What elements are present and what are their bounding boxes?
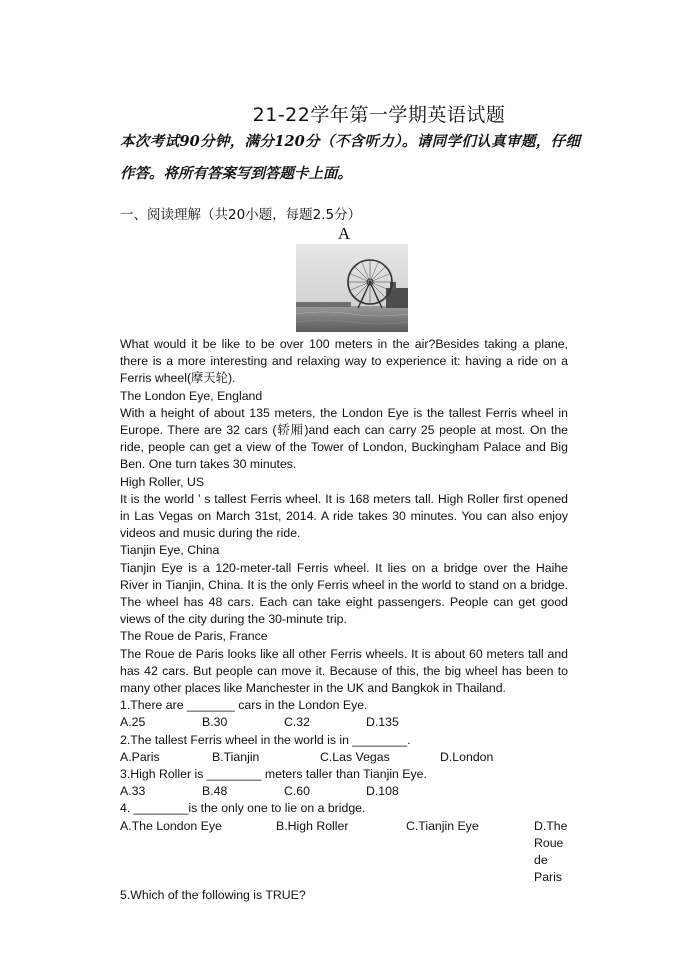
question-3-options	[120, 783, 568, 800]
passage-body	[120, 336, 568, 904]
option: D.London	[440, 749, 494, 764]
option: B.30	[202, 715, 228, 730]
exam-notice: 本次考试90分钟，满分120分（不含听力）。请同学们认真审题，仔细作答。将所有答案写到答题卡上面。	[120, 133, 580, 182]
option: A.33	[120, 784, 146, 799]
section-heading-roue-de-paris: The Roue de Paris, France	[120, 629, 268, 644]
question-2: 2.The tallest Ferris wheel in the world is in ________.	[120, 732, 411, 747]
option: A.25	[120, 715, 146, 730]
passage-intro: What would it be like to be over 100 meters in the air?Besides taking a plane, there is a more interesting and relaxing way to experience it: having a ride on a Ferris wheel(摩天轮).	[120, 337, 568, 386]
question-3: 3.High Roller is ________ meters taller than Tianjin Eye.	[120, 767, 427, 782]
option: B.Tianjin	[212, 749, 260, 764]
section-text-tianjin-eye: Tianjin Eye is a 120-meter-tall Ferris wheel. It lies on a bridge over the Haihe River in Tianjin, China. It is the only Ferris wheel in the world to stand on a bridge. The wheel has 48 cars. Each can take eight passengers. People can get good views of the city during the 30-minute trip.	[120, 560, 568, 627]
section-heading-tianjin-eye: Tianjin Eye, China	[120, 543, 220, 558]
section-heading: 一、阅读理解（共20小题，每题2.5分）	[120, 207, 362, 223]
option: D.The Roue de Paris	[534, 818, 568, 885]
question-5: 5.Which of the following is TRUE?	[120, 887, 306, 902]
option: B.48	[202, 784, 228, 799]
question-2-options	[120, 749, 568, 766]
option: C.32	[284, 715, 310, 730]
question-4: 4. ________is the only one to lie on a bridge.	[120, 801, 366, 816]
option: B.High Roller	[276, 818, 349, 833]
option: C.Tianjin Eye	[406, 818, 479, 833]
section-text-high-roller: It is the world ’ s tallest Ferris wheel. It is 168 meters tall. High Roller first opened in Las Vegas on March 31st, 2014. A ride takes 30 minutes. You can also enjoy videos and music during the ride.	[120, 491, 568, 541]
question-1: 1.There are _______ cars in the London Eye.	[120, 698, 368, 713]
option: C.60	[284, 784, 310, 799]
exam-title: 21-22学年第一学期英语试题	[252, 104, 506, 126]
question-1-options	[120, 714, 568, 731]
question-4-options	[120, 818, 568, 887]
option: D.108	[366, 784, 399, 799]
option: A.The London Eye	[120, 818, 222, 833]
option: D.135	[366, 715, 399, 730]
section-heading-london-eye: The London Eye, England	[120, 388, 263, 403]
section-text-london-eye: With a height of about 135 meters, the London Eye is the tallest Ferris wheel in Europe. There are 32 cars (轿厢)and each can carry 25 people at most. On the ride, people can get a view of the Tower of London, Buckingham Palace and Big Ben. One turn takes 30 minutes.	[120, 405, 568, 472]
section-heading-high-roller: High Roller, US	[120, 474, 205, 489]
ferris-wheel-image	[296, 244, 408, 332]
passage-letter: A	[337, 224, 351, 243]
section-text-roue-de-paris: The Roue de Paris looks like all other Ferris wheels. It is about 60 meters tall and has 42 cars. But people can move it. Because of this, the big wheel has been to many other places like Manchester in the UK and Bangkok in Thailand.	[120, 646, 568, 696]
option: C.Las Vegas	[320, 749, 390, 764]
ferris-wheel-photo	[296, 244, 408, 332]
option: A.Paris	[120, 749, 160, 764]
